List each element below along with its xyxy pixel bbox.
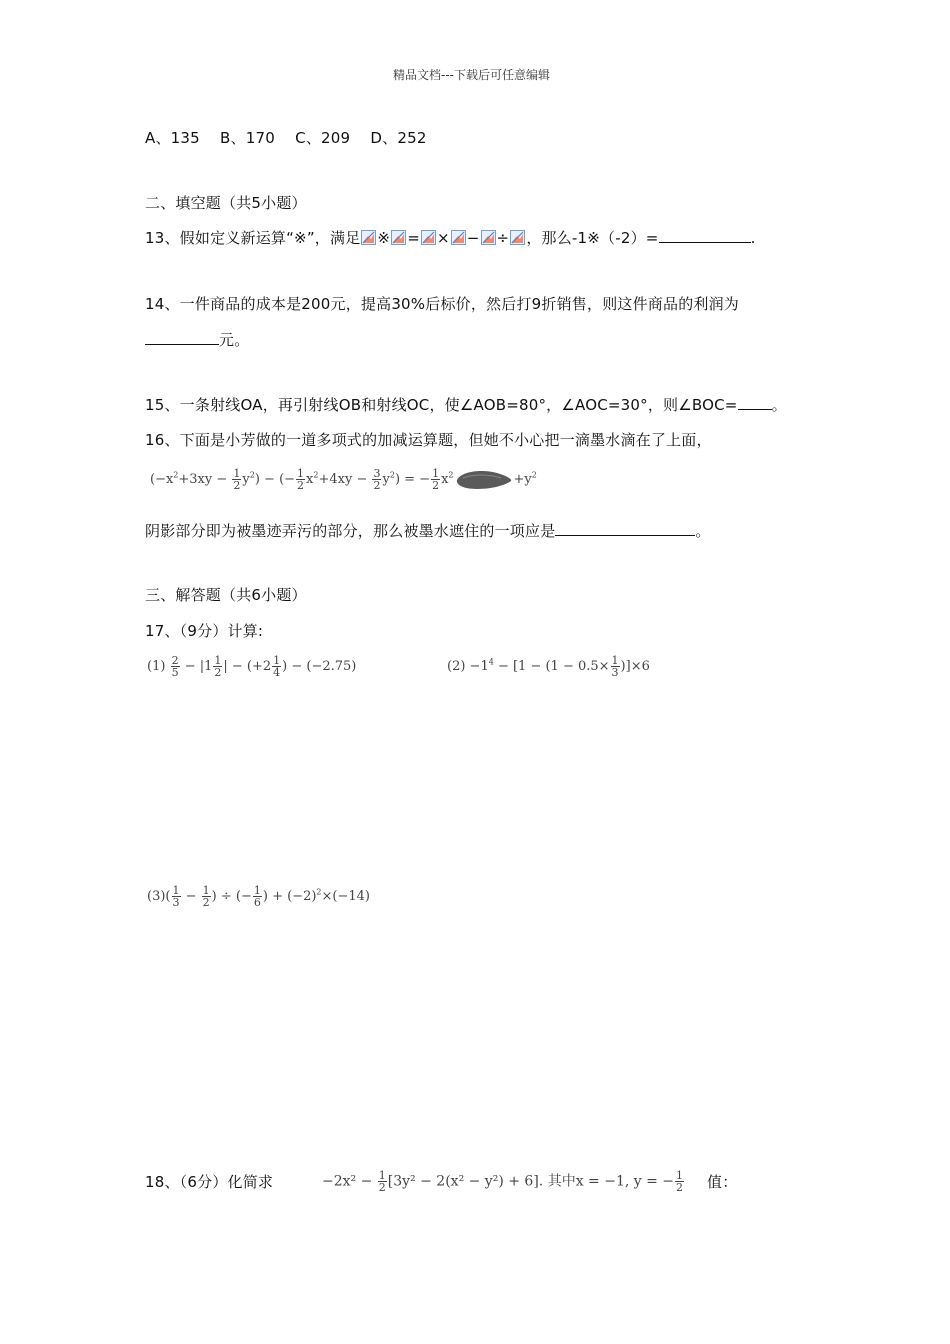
q15-answer-blank[interactable]	[738, 395, 772, 410]
q14-line2	[145, 330, 249, 350]
q18-tail: 值：	[707, 1173, 738, 1191]
q18-title: 18、（6分）化简求	[145, 1173, 274, 1191]
question-15	[145, 395, 787, 415]
ink-blot-icon	[455, 469, 513, 491]
broken-image-icon	[451, 230, 466, 245]
section2-title: 二、填空题（共5小题）	[145, 194, 307, 212]
q12-options: A、135 B、170 C、209 D、252	[145, 129, 427, 147]
q18-expr-rest: [3y² − 2(x² − y²) + 6]. 其中x = −1, y = −	[387, 1173, 675, 1190]
q16-answer-blank[interactable]	[555, 521, 695, 536]
q18-formula: −2x² − $\frac{1}{2}$ [3y² − 2(x² − y²) + 6]. 其中x = −1, y = − $\frac{1}{2}$	[322, 1169, 684, 1194]
q16-prompt-text: 阴影部分即为被墨迹弄污的部分，那么被墨水遮住的一项应是	[145, 522, 556, 540]
q13-suffix: ，那么-1※（-2）=	[526, 229, 659, 247]
broken-image-icon	[391, 230, 406, 245]
q17-part2-formula: $(2) -1^4 - [1 - (1 - 0.5\times$ $\frac{1}{3}$ )]×6	[447, 654, 650, 679]
question-13: 13、假如定义新运算“※”，满足 ※ = × − ÷ ，那么-1※（-2）= .	[145, 229, 756, 247]
q14-line1: 14、一件商品的成本是200元，提高30%后标价，然后打9折销售，则这件商品的利润为	[145, 295, 740, 313]
q17-part3-formula: (3)( $\frac{1}{3}$ − $\frac{1}{2}$ ) ÷ (− $\frac{1}{6}$ ) + $(-2)^2\times(-14)$	[147, 884, 370, 909]
q14-answer-blank[interactable]	[145, 330, 219, 345]
q14-unit: 元。	[219, 331, 250, 349]
q15-text: 15、一条射线OA，再引射线OB和射线OC，使∠AOB=80°，∠AOC=30°，则∠BOC=	[145, 396, 738, 414]
q17-part2-label: (2)	[447, 659, 466, 674]
q13-end: .	[750, 229, 756, 247]
q13-answer-blank[interactable]	[659, 228, 751, 243]
section3-title: 三、解答题（共6小题）	[145, 586, 307, 604]
broken-image-icon	[361, 230, 376, 245]
page-header: 精品文档---下载后可任意编辑	[393, 68, 550, 82]
q16-formula-image: ($-x^2+3xy$ − $\frac{1}{2}$ $y^2$) − (− $\frac{1}{2}$ $x^2+4xy$ − $\frac{3}{2}$ $y^2$) = − $\frac{1}{2}$ $x^2 +y^2$	[150, 467, 537, 492]
q17-part1-formula: (1) $\frac{2}{5}$ − |1 $\frac{1}{2}$ | − (+2 $\frac{1}{4}$ ) − (−2.75)	[147, 654, 357, 679]
q16-end: 。	[695, 522, 711, 540]
broken-image-icon	[421, 230, 436, 245]
q16-line1: 16、下面是小芳做的一道多项式的加减运算题，但她不小心把一滴墨水滴在了上面，	[145, 431, 712, 449]
q17-title: 17、（9分）计算:	[145, 622, 264, 640]
q17-part1-label: (1)	[147, 659, 166, 674]
q15-end: 。	[771, 396, 787, 414]
broken-image-icon	[510, 230, 525, 245]
q18-expr-main: −2x² −	[322, 1173, 377, 1190]
broken-image-icon	[481, 230, 496, 245]
question-16-prompt	[145, 521, 711, 541]
q13-prefix: 13、假如定义新运算“※”，满足	[145, 229, 361, 247]
q17-part3-label: (3)	[147, 889, 166, 904]
